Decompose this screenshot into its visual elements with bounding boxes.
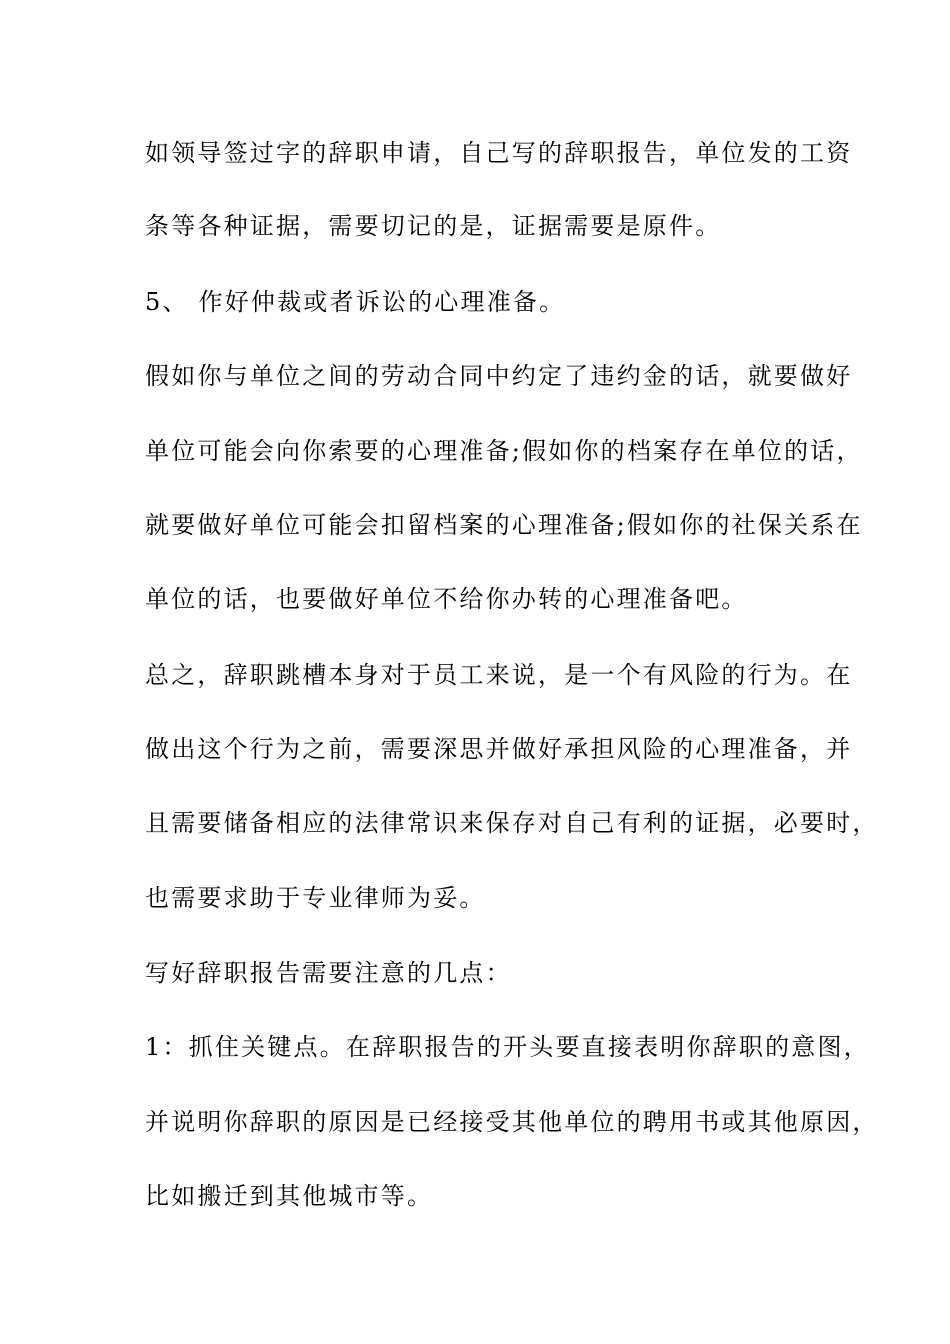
text-line: 单位可能会向你索要的心理准备;假如你的档案存在单位的话， (145, 437, 863, 465)
text-line: 单位的话，也要做好单位不给你办转的心理准备吧。 (145, 585, 748, 613)
text-line: 1：抓住关键点。在辞职报告的开头要直接表明你辞职的意图， (145, 1033, 870, 1061)
text-line: 条等各种证据，需要切记的是，证据需要是原件。 (145, 212, 722, 240)
text-line: 总之，辞职跳槽本身对于员工来说，是一个有风险的行为。在 (145, 661, 853, 689)
text-line: 做出这个行为之前，需要深思并做好承担风险的心理准备，并 (145, 735, 853, 763)
text-line: 如领导签过字的辞职申请，自己写的辞职报告，单位发的工资 (145, 139, 853, 167)
text-line: 5、 作好仲裁或者诉讼的心理准备。 (145, 288, 566, 316)
text-line: 假如你与单位之间的劳动合同中约定了违约金的话，就要做好 (145, 362, 853, 390)
text-line: 且需要储备相应的法律常识来保存对自己有利的证据，必要时， (145, 809, 879, 837)
text-line: 也需要求助于专业律师为妥。 (145, 884, 486, 912)
text-line: 就要做好单位可能会扣留档案的心理准备;假如你的社保关系在 (145, 511, 863, 539)
text-line: 并说明你辞职的原因是已经接受其他单位的聘用书或其他原因， (145, 1108, 879, 1136)
text-line: 比如搬迁到其他城市等。 (145, 1182, 434, 1210)
text-line: 写好辞职报告需要注意的几点： (145, 959, 512, 987)
